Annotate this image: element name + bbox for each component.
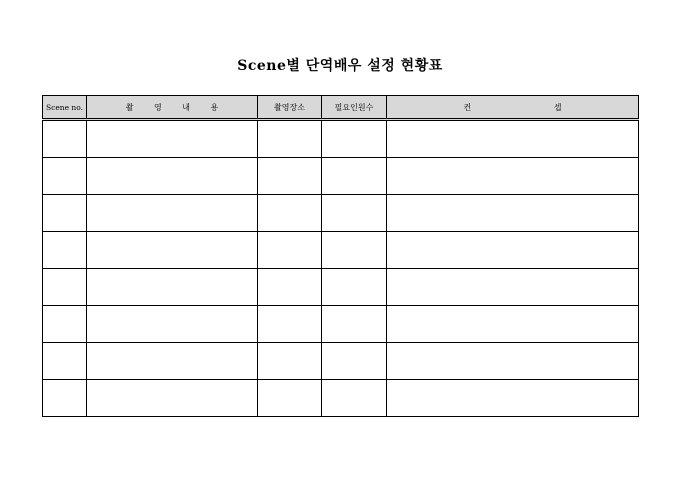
header-scene-no: Scene no. <box>43 96 87 120</box>
table-row <box>43 120 639 158</box>
cell-required-people[interactable] <box>322 343 387 380</box>
cell-content[interactable] <box>87 380 258 417</box>
cell-scene-no[interactable] <box>43 343 87 380</box>
cell-content[interactable] <box>87 232 258 269</box>
cell-concept[interactable] <box>387 269 639 306</box>
table-row <box>43 306 639 343</box>
cell-content[interactable] <box>87 269 258 306</box>
table-row <box>43 343 639 380</box>
cell-scene-no[interactable] <box>43 195 87 232</box>
cell-location[interactable] <box>258 380 322 417</box>
cell-concept[interactable] <box>387 380 639 417</box>
table-row <box>43 380 639 417</box>
cell-required-people[interactable] <box>322 269 387 306</box>
extras-setup-table <box>42 95 639 417</box>
cell-scene-no[interactable] <box>43 120 87 158</box>
cell-content[interactable] <box>87 306 258 343</box>
table-row <box>43 158 639 195</box>
header-content: 촬 영 내 용 <box>87 96 258 120</box>
cell-required-people[interactable] <box>322 380 387 417</box>
cell-concept[interactable] <box>387 158 639 195</box>
header-required-people: 필요인원수 <box>322 96 387 120</box>
cell-location[interactable] <box>258 195 322 232</box>
cell-scene-no[interactable] <box>43 306 87 343</box>
cell-location[interactable] <box>258 158 322 195</box>
cell-location[interactable] <box>258 269 322 306</box>
table-row <box>43 195 639 232</box>
cell-location[interactable] <box>258 232 322 269</box>
header-concept: 컨 셉 <box>387 96 639 120</box>
cell-location[interactable] <box>258 120 322 158</box>
cell-scene-no[interactable] <box>43 232 87 269</box>
cell-location[interactable] <box>258 306 322 343</box>
cell-concept[interactable] <box>387 232 639 269</box>
cell-content[interactable] <box>87 158 258 195</box>
cell-concept[interactable] <box>387 195 639 232</box>
cell-required-people[interactable] <box>322 232 387 269</box>
cell-content[interactable] <box>87 120 258 158</box>
cell-scene-no[interactable] <box>43 269 87 306</box>
cell-concept[interactable] <box>387 343 639 380</box>
document-title: Scene별 단역배우 설정 현황표 <box>237 58 443 74</box>
table-body <box>43 120 639 417</box>
cell-location[interactable] <box>258 343 322 380</box>
cell-required-people[interactable] <box>322 120 387 158</box>
table-row <box>43 232 639 269</box>
header-row <box>43 96 639 120</box>
cell-concept[interactable] <box>387 120 639 158</box>
table-row <box>43 269 639 306</box>
cell-content[interactable] <box>87 195 258 232</box>
cell-required-people[interactable] <box>322 195 387 232</box>
cell-scene-no[interactable] <box>43 380 87 417</box>
header-location: 촬영장소 <box>258 96 322 120</box>
cell-scene-no[interactable] <box>43 158 87 195</box>
table-header <box>43 96 639 120</box>
cell-required-people[interactable] <box>322 158 387 195</box>
cell-concept[interactable] <box>387 306 639 343</box>
cell-required-people[interactable] <box>322 306 387 343</box>
cell-content[interactable] <box>87 343 258 380</box>
